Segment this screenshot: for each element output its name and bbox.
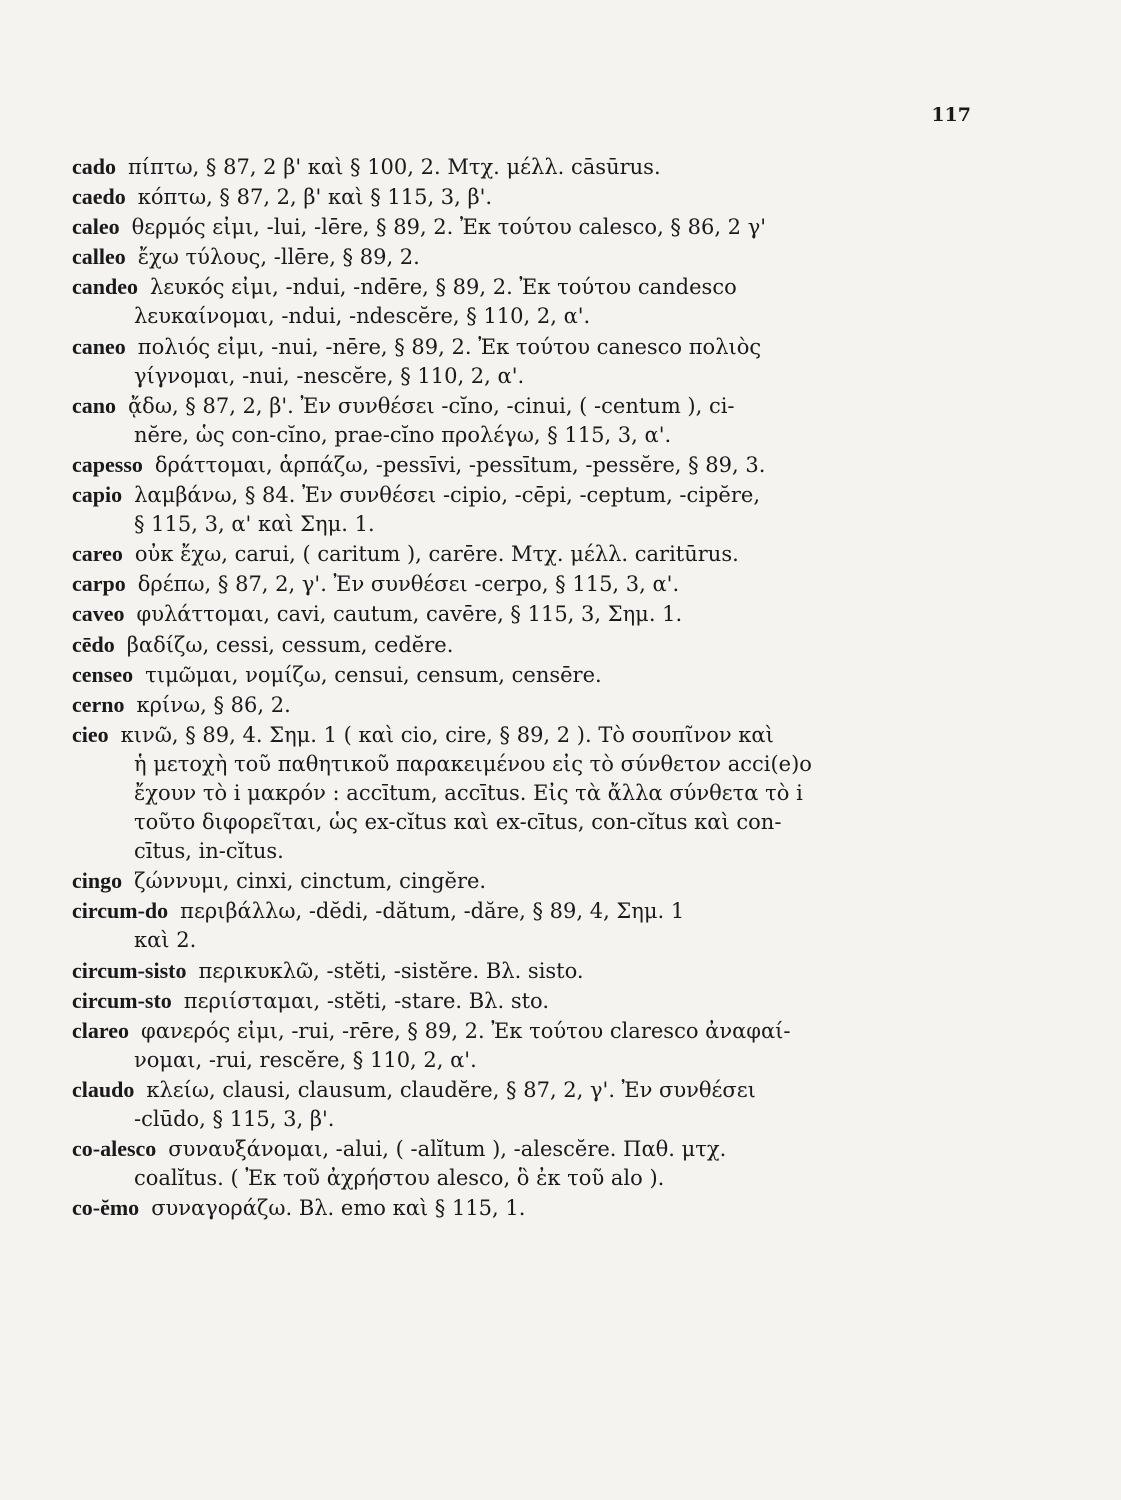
entry-headword: cēdo	[72, 631, 115, 657]
entry-line	[72, 569, 967, 599]
entry-line	[72, 779, 967, 808]
entry-line	[72, 599, 967, 629]
entry-line	[72, 660, 967, 690]
entry-text: περιβάλλω, -dĕdi, -dătum, -dăre, § 89, 4, Σημ. 1	[180, 899, 685, 924]
dictionary-entry	[72, 212, 967, 242]
entry-text: κινῶ, § 89, 4. Σημ. 1 ( καὶ cio, cire, § 89, 2 ). Τὸ σουπῖνον καὶ	[120, 722, 774, 747]
entry-text: φανερός εἰμι, -rui, -rēre, § 89, 2. Ἐκ τούτου claresco ἀναφαί-	[141, 1018, 791, 1043]
entry-text: cītus, in-cĭtus.	[134, 839, 284, 864]
entry-line	[72, 1016, 967, 1046]
entry-line	[72, 1075, 967, 1105]
entry-headword: cieo	[72, 721, 109, 747]
dictionary-entry	[72, 896, 967, 955]
entry-line	[72, 272, 967, 302]
entry-line	[72, 926, 967, 955]
entry-headword: cado	[72, 154, 116, 179]
entry-text: τιμῶμαι, νομίζω, censui, censum, censēre.	[145, 662, 602, 687]
entry-line	[72, 302, 967, 331]
entry-line	[72, 421, 967, 450]
entry-line	[72, 866, 967, 896]
dictionary-entry	[72, 866, 967, 896]
dictionary-entry	[72, 152, 967, 182]
entry-text: -clūdo, § 115, 3, β'.	[134, 1107, 335, 1131]
dictionary-entry	[72, 569, 967, 599]
dictionary-entry	[72, 539, 967, 569]
entry-text: οὐκ ἔχω, carui, ( caritum ), carēre. Μτχ. μέλλ. caritūrus.	[134, 542, 739, 567]
dictionary-entry	[72, 1193, 967, 1223]
entry-headword: caneo	[72, 333, 126, 359]
dictionary-entry	[72, 182, 967, 212]
entry-headword: careo	[72, 541, 123, 567]
dictionary-entry	[72, 690, 967, 720]
entry-headword: capesso	[72, 451, 143, 477]
entry-headword: circum-do	[72, 898, 169, 924]
entry-headword: clareo	[72, 1017, 130, 1043]
entry-text: φυλάττομαι, cavi, cautum, cavēre, § 115, 3, Σημ. 1.	[136, 602, 683, 627]
entry-line	[72, 690, 967, 720]
entry-text: ᾄδω, § 87, 2, β'. Ἐν συνθέσει -cĭno, -cinui, ( -centum ), ci-	[128, 393, 735, 418]
entry-line	[72, 1105, 967, 1134]
entry-text: δρέπω, § 87, 2, γ'. Ἐν συνθέσει -cerpo, § 115, 3, α'.	[137, 572, 680, 597]
entry-line	[72, 720, 967, 750]
entry-text: § 115, 3, α' καὶ Σημ. 1.	[134, 512, 375, 537]
entry-line	[72, 182, 967, 212]
entry-text: λευκαίνομαι, -ndui, -ndescĕre, § 110, 2, α'.	[134, 304, 591, 329]
dictionary-entry	[72, 630, 967, 660]
entry-line	[72, 896, 967, 926]
entry-line	[72, 630, 967, 660]
entry-text: θερμός εἰμι, -lui, -lēre, § 89, 2. Ἐκ τούτου calesco, § 86, 2 γ'	[131, 215, 767, 240]
entry-line	[72, 212, 967, 242]
entry-text: περικυκλῶ, -stĕti, -sistĕre. Βλ. sisto.	[198, 958, 584, 983]
entry-headword: circum-sisto	[72, 957, 187, 983]
entry-headword: candeo	[72, 274, 138, 300]
dictionary-entry	[72, 1075, 967, 1134]
dictionary-entry	[72, 332, 967, 391]
entry-headword: caleo	[72, 214, 120, 240]
entry-text: λαμβάνω, § 84. Ἐν συνθέσει -cipio, -cēpi, -ceptum, -cipĕre,	[134, 483, 761, 508]
entry-text: ἡ μετοχὴ τοῦ παθητικοῦ παρακειμένου εἰς τὸ σύνθετον acci(e)o	[134, 751, 812, 776]
entry-text: ἔχουν τὸ i μακρόν : accītum, accītus. Εἰς τὰ ἄλλα σύνθετα τὸ i	[134, 780, 803, 805]
dictionary-entry	[72, 986, 967, 1016]
entry-text: coalĭtus. ( Ἐκ τοῦ ἀχρήστου alesco, ὃ ἐκ τοῦ alo ).	[134, 1166, 665, 1191]
entry-text: ζώννυμι, cinxi, cinctum, cingĕre.	[134, 869, 487, 894]
entry-line	[72, 391, 967, 421]
dictionary-entry	[72, 480, 967, 539]
entry-headword: caedo	[72, 184, 126, 210]
entry-headword: co-ĕmo	[72, 1195, 140, 1221]
entry-text: κόπτω, § 87, 2, β' καὶ § 115, 3, β'.	[137, 185, 493, 210]
dictionary-entry	[72, 450, 967, 480]
dictionary-entry	[72, 660, 967, 690]
entry-headword: co-alesco	[72, 1136, 157, 1162]
entry-line	[72, 837, 967, 866]
entry-line	[72, 750, 967, 779]
entry-headword: carpo	[72, 571, 126, 597]
entry-headword: calleo	[72, 244, 126, 270]
entry-line	[72, 1193, 967, 1223]
entry-line	[72, 539, 967, 569]
entry-text: γίγνομαι, -nui, -nescĕre, § 110, 2, α'.	[134, 363, 525, 388]
entry-text: κρίνω, § 86, 2.	[136, 692, 291, 717]
entry-text: συναυξάνομαι, -alui, ( -alĭtum ), -alescĕre. Παθ. μτχ.	[168, 1137, 727, 1162]
dictionary-entry	[72, 1016, 967, 1075]
dictionary-entries	[72, 152, 967, 1223]
entry-line	[72, 808, 967, 837]
page-number: 117	[931, 104, 971, 126]
entry-text: κλείω, clausi, clausum, claudĕre, § 87, 2, γ'. Ἐν συνθέσει	[146, 1077, 756, 1102]
entry-line	[72, 152, 967, 182]
entry-text: δράττομαι, ἁρπάζω, -pessīvi, -pessītum, -pessĕre, § 89, 3.	[154, 452, 766, 477]
entry-line	[72, 1164, 967, 1193]
entry-line	[72, 362, 967, 391]
entry-headword: cingo	[72, 868, 123, 894]
entry-headword: cano	[72, 392, 116, 418]
dictionary-entry	[72, 599, 967, 629]
entry-headword: capio	[72, 482, 123, 508]
entry-text: πολιός εἰμι, -nui, -nēre, § 89, 2. Ἐκ τούτου canesco πολιὸς	[137, 334, 762, 359]
entry-line	[72, 1046, 967, 1075]
dictionary-entry	[72, 1134, 967, 1193]
entry-text: νομαι, -rui, rescĕre, § 110, 2, α'.	[134, 1047, 477, 1072]
entry-line	[72, 242, 967, 272]
dictionary-entry	[72, 272, 967, 331]
entry-text: nĕre, ὡς con-cĭno, prae-cĭno προλέγω, § 115, 3, α'.	[134, 422, 672, 447]
entry-line	[72, 480, 967, 510]
entry-headword: claudo	[72, 1076, 135, 1102]
entry-text: συναγοράζω. Βλ. emo καὶ § 115, 1.	[151, 1196, 526, 1221]
entry-line	[72, 450, 967, 480]
entry-text: λευκός εἰμι, -ndui, -ndēre, § 89, 2. Ἐκ τούτου candesco	[150, 275, 737, 300]
entry-headword: caveo	[72, 601, 125, 627]
dictionary-entry	[72, 956, 967, 986]
entry-line	[72, 510, 967, 539]
dictionary-entry	[72, 391, 967, 450]
entry-line	[72, 1134, 967, 1164]
entry-line	[72, 986, 967, 1016]
entry-text: ἔχω τύλους, -llēre, § 89, 2.	[137, 245, 420, 270]
entry-headword: circum-sto	[72, 987, 172, 1013]
entry-text: πίπτω, § 87, 2 β' καὶ § 100, 2. Μτχ. μέλλ. cāsūrus.	[128, 155, 661, 179]
entry-text: καὶ 2.	[134, 928, 197, 953]
entry-headword: cerno	[72, 691, 125, 717]
entry-text: τοῦτο διφορεῖται, ὡς ex-cĭtus καὶ ex-cītus, con-cĭtus καὶ con-	[134, 810, 782, 835]
entry-text: βαδίζω, cessi, cessum, cedĕre.	[126, 632, 454, 657]
dictionary-entry	[72, 720, 967, 866]
entry-text: περιίσταμαι, -stĕti, -stare. Βλ. sto.	[183, 988, 549, 1013]
entry-headword: censeo	[72, 661, 134, 687]
entry-line	[72, 956, 967, 986]
dictionary-entry	[72, 242, 967, 272]
entry-line	[72, 332, 967, 362]
